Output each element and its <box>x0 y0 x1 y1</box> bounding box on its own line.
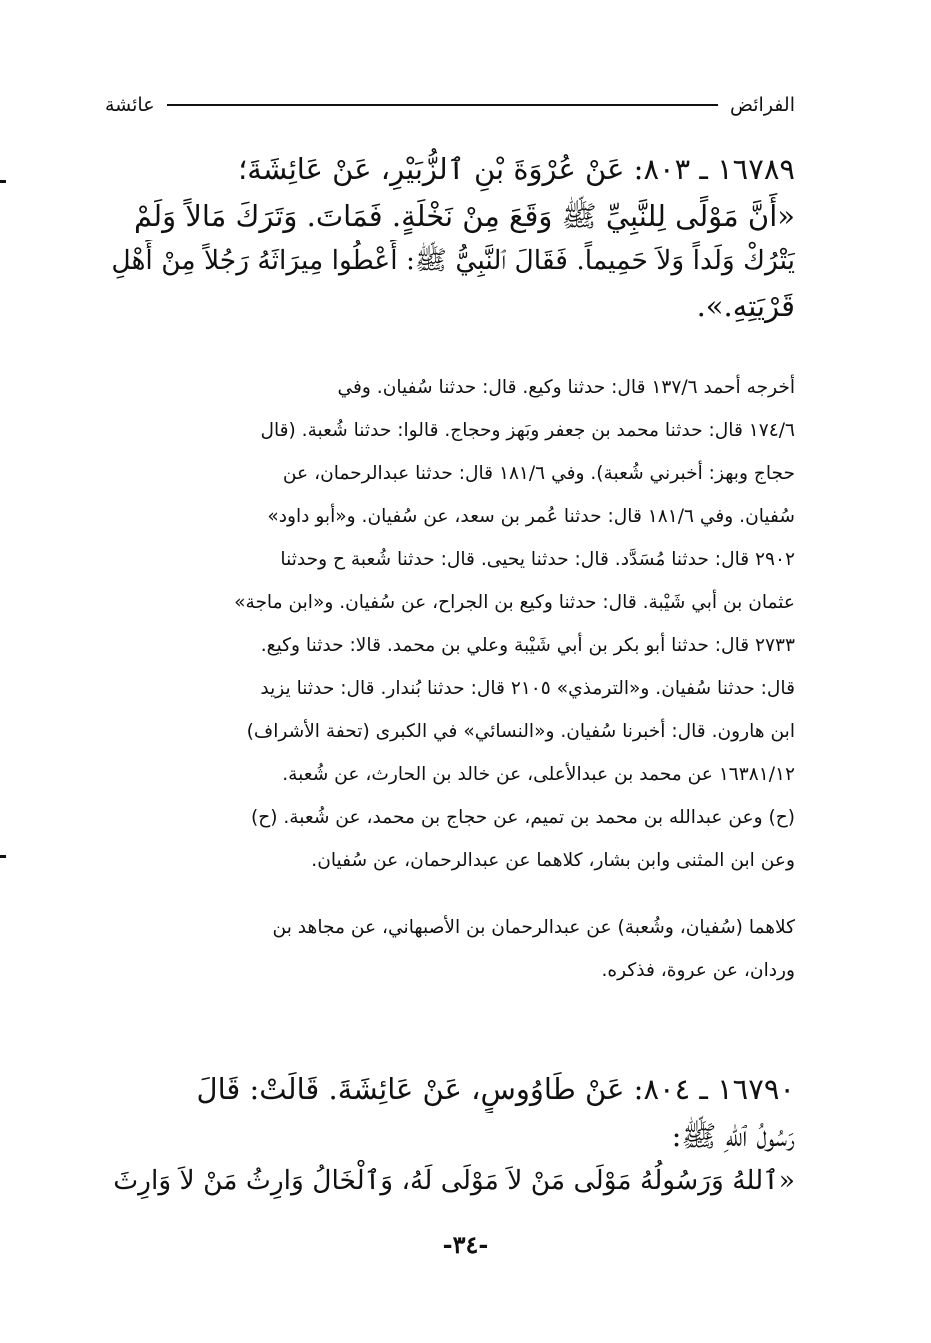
note-line: كلاهما (سُفيان، وشُعبة) عن عبدالرحمان بن الأصبهاني، عن مجاهد بن <box>272 917 795 938</box>
note-line: حجاج وبهز: أخبرني شُعبة). وفي ١٨١/٦ قال: حدثنا عبدالرحمان، عن <box>282 463 795 484</box>
takhrij-notes-1 <box>105 366 795 882</box>
note-line: أخرجه أحمد ١٣٧/٦ قال: حدثنا وكيع. قال: حدثنا سُفيان. وفي <box>337 377 795 398</box>
hadith-1 <box>105 146 795 330</box>
page-number: -٣٤- <box>442 1230 489 1259</box>
chapter-name: عائشة <box>105 94 155 116</box>
note-line: ١٧٤/٦ قال: حدثنا محمد بن جعفر وبَهز وحجاج. قالوا: حدثنا شُعبة. (قال <box>260 420 795 441</box>
hadith-2-line: رَسُولُ ٱللهِ ﷺ: <box>671 1118 795 1153</box>
note-line: ٢٩٠٢ قال: حدثنا مُسَدَّد. قال: حدثنا يحيى. قال: حدثنا شُعبة ح وحدثنا <box>280 549 795 570</box>
hadith-1-line: يَتْرُكْ وَلَداً وَلاَ حَمِيماً. فَقَالَ ٱلنَّبِيُّ ﷺ: أَعْطُوا مِيرَاثَهُ رَجُلاً مِنْ أَهْلِ <box>111 244 795 276</box>
note-line: قال: حدثنا سُفيان. و«الترمذي» ٢١٠٥ قال: حدثنا بُندار. قال: حدثنا يزيد <box>260 678 795 699</box>
note-line: وردان، عن عروة، فذكره. <box>601 960 795 981</box>
note-line: سُفيان. وفي ١٨١/٦ قال: حدثنا عُمر بن سعد، عن سُفيان. و«أبو داود» <box>267 506 795 527</box>
hadith-2-line: «ٱللهُ وَرَسُولُهُ مَوْلَى مَنْ لاَ مَوْلَى لَهُ، وَٱلْخَالُ وَارِثُ مَنْ لاَ وَارِثَ <box>113 1164 795 1196</box>
scan-edge-mark <box>0 180 6 183</box>
hadith-2 <box>105 1066 795 1203</box>
hadith-2-line: ١٦٧٩٠ ـ ٨٠٤: عَنْ طَاوُوسٍ، عَنْ عَائِشَةَ. قَالَتْ: قَالَ <box>196 1072 795 1106</box>
note-line: (ح) وعن عبدالله بن محمد بن تميم، عن حجاج بن محمد، عن شُعبة. (ح) <box>250 807 795 828</box>
takhrij-notes-2 <box>105 906 795 992</box>
note-line: وعن ابن المثنى وابن بشار، كلاهما عن عبدالرحمان، عن سُفيان. <box>311 850 795 871</box>
hadith-1-line: «أَنَّ مَوْلًى لِلنَّبِيِّ ﷺ وَقَعَ مِنْ نَخْلَةٍ. فَمَاتَ. وَتَرَكَ مَالاً وَلَمْ <box>133 198 795 233</box>
book-title: الفرائض <box>729 94 795 116</box>
running-header <box>105 90 795 120</box>
hadith-1-line: قَرْيَتِهِ.». <box>696 288 795 323</box>
header-rule <box>167 104 718 106</box>
note-line: ابن هارون. قال: أخبرنا سُفيان. و«النسائي» في الكبرى (تحفة الأشراف) <box>246 721 795 742</box>
scan-edge-mark <box>0 855 6 858</box>
hadith-1-line: ١٦٧٨٩ ـ ٨٠٣: عَنْ عُرْوَةَ بْنِ ٱلزُّبَيْرِ، عَنْ عَائِشَةَ؛ <box>238 152 795 186</box>
note-line: ٢٧٣٣ قال: حدثنا أبو بكر بن أبي شَيْبة وعلي بن محمد. قالا: حدثنا وكيع. <box>260 635 795 656</box>
note-line: عثمان بن أبي شَيْبة. قال: حدثنا وكيع بن الجراح، عن سُفيان. و«ابن ماجة» <box>234 592 795 613</box>
note-line: ١٦٣٨١/١٢ عن محمد بن عبدالأعلى، عن خالد بن الحارث، عن شُعبة. <box>282 764 795 785</box>
